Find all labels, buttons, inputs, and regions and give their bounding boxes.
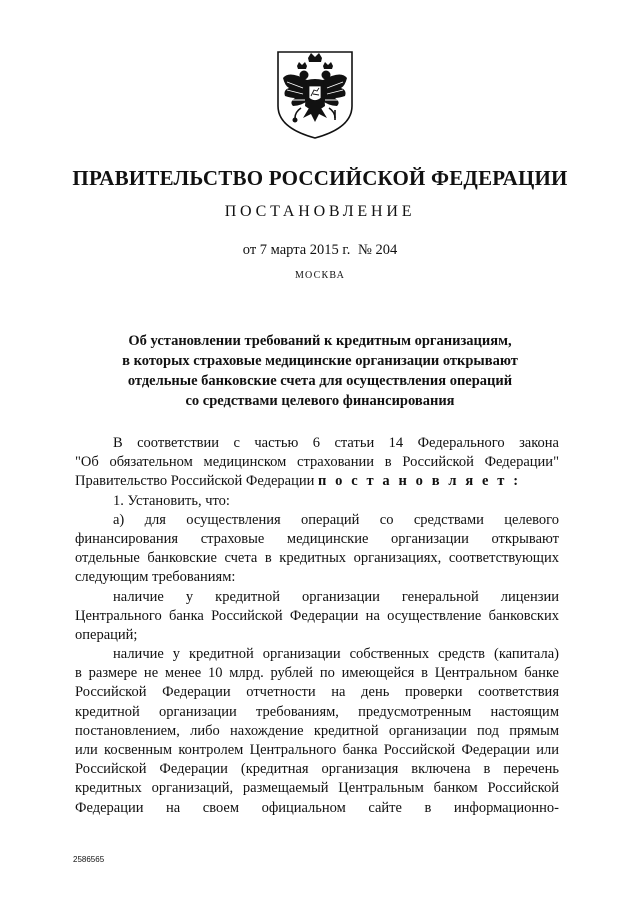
document-date-number bbox=[0, 242, 640, 259]
heading-line: со средствами целевого финансирования bbox=[185, 393, 455, 409]
body-line: Федерации на своем официальном сайте в информационно- bbox=[75, 799, 559, 816]
body-line: следующим требованиям: bbox=[75, 569, 236, 586]
body-line: кредитных организаций, размещаемый Центральным банком Российской bbox=[75, 780, 559, 797]
document-type: ПОСТАНОВЛЕНИЕ bbox=[224, 203, 416, 220]
government-title: ПРАВИТЕЛЬСТВО РОССИЙСКОЙ ФЕДЕРАЦИИ bbox=[72, 166, 568, 190]
body-line: финансирования страховые медицинские организации открывают bbox=[75, 530, 559, 547]
heading-line: отдельные банковские счета для осуществления операций bbox=[127, 373, 513, 389]
body-line: в размере не менее 10 млрд. рублей по имеющейся в Центральном банке bbox=[75, 665, 559, 682]
document-number: № 204 bbox=[358, 242, 398, 258]
body-line: наличие у кредитной организации собственных средств (капитала) bbox=[113, 646, 559, 663]
body-line: кредитной организации требованиям, предусмотренным настоящим bbox=[75, 703, 559, 720]
body-text: Правительство Российской Федерации bbox=[75, 473, 315, 490]
body-line: В соответствии с частью 6 статьи 14 Федерального закона bbox=[113, 435, 559, 451]
body-line: операций; bbox=[75, 626, 138, 643]
body-line: отдельные банковские счета в кредитных организациях, соответствующих bbox=[75, 550, 559, 567]
body-line bbox=[75, 472, 559, 491]
body-line: постановлением, либо нахождение кредитной организации под прямым bbox=[75, 722, 559, 739]
resolves-word: п о с т а н о в л я е т : bbox=[317, 473, 521, 490]
body-line: Российской Федерации (кредитная организация включена в перечень bbox=[75, 761, 559, 778]
coat-of-arms-icon bbox=[275, 48, 355, 140]
heading-line: в которых страховые медицинские организации открывают bbox=[122, 353, 518, 369]
document-heading bbox=[80, 331, 560, 411]
city: МОСКВА bbox=[294, 270, 346, 281]
body-line: наличие у кредитной организации генеральной лицензии bbox=[113, 588, 559, 605]
document-body bbox=[75, 434, 559, 818]
body-line: 1. Установить, что: bbox=[113, 492, 230, 509]
body-line: а) для осуществления операций со средствами целевого bbox=[113, 511, 559, 528]
body-line: Российской Федерации отчетности на день проверки соответствия bbox=[75, 684, 559, 701]
heading-line: Об установлении требований к кредитным организациям, bbox=[128, 333, 512, 349]
body-line: или косвенным контролем Центрального банка Российской Федерации или bbox=[75, 742, 559, 758]
barcode-number: 2586565 bbox=[73, 855, 105, 864]
body-line: Центрального банка Российской Федерации на осуществление банковских bbox=[75, 607, 559, 624]
document-date: от 7 марта 2015 г. bbox=[242, 242, 351, 258]
coat-of-arms-drawing bbox=[275, 48, 355, 140]
body-line: "Об обязательном медицинском страховании в Российской Федерации" bbox=[75, 454, 559, 471]
